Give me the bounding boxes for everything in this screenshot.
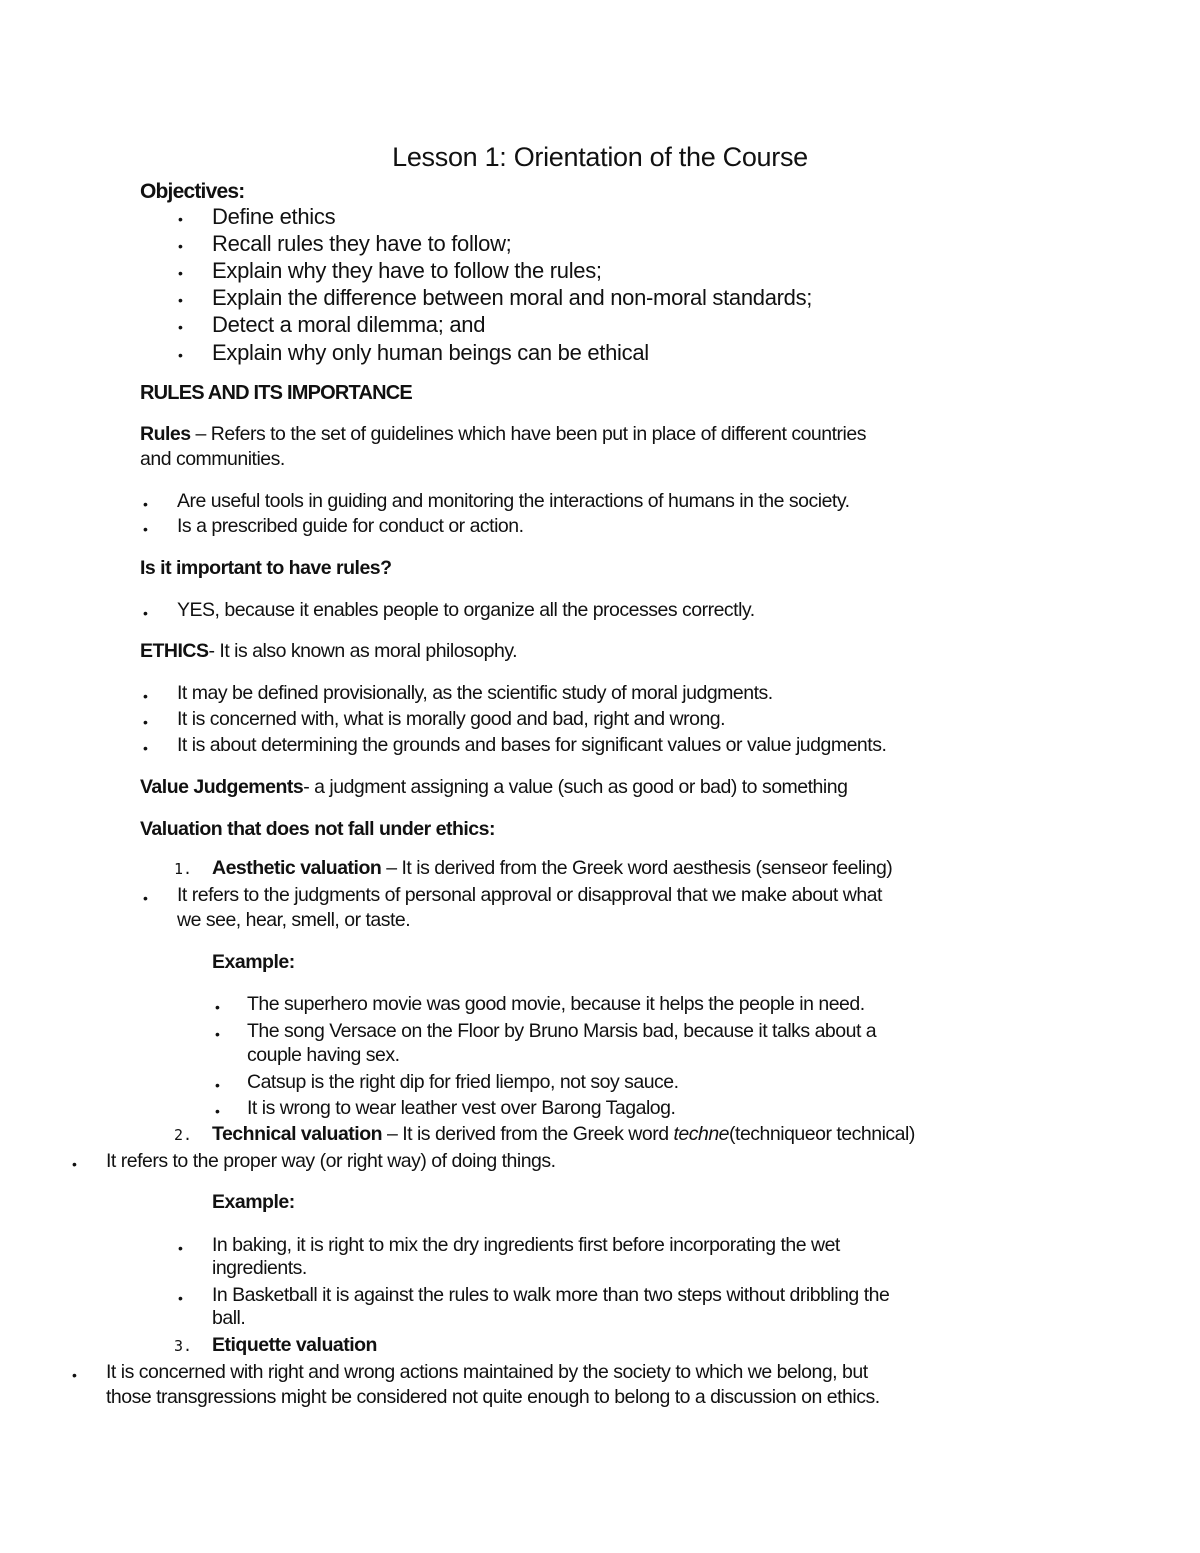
- etiquette-bullet: It is concerned with right and wrong actions maintained by the society to which we belong, but: [106, 1361, 868, 1383]
- objective-item: Explain why only human beings can be ethical: [212, 340, 649, 365]
- value-judgements-term: Value Judgements: [140, 776, 304, 798]
- ethics-bullet: It may be defined provisionally, as the scientific study of moral judgments.: [177, 682, 773, 704]
- etiquette-bullet-cont: those transgressions might be considered not quite enough to belong to a discussion on ethics.: [106, 1386, 880, 1408]
- bullet-icon: •: [215, 1103, 220, 1119]
- technical-example: In Basketball it is against the rules to walk more than two steps without dribbling the: [212, 1284, 890, 1306]
- ethics-bullet: It is concerned with, what is morally good and bad, right and wrong.: [177, 708, 726, 730]
- objectives-heading: Objectives:: [140, 180, 245, 203]
- list-number: 2.: [174, 1126, 193, 1144]
- bullet-icon: •: [178, 292, 183, 308]
- bullet-icon: •: [178, 1240, 183, 1256]
- technical-valuation: Technical valuation – It is derived from the Greek word techne(techniqueor technical): [212, 1123, 915, 1145]
- bullet-icon: •: [215, 999, 220, 1015]
- aesthetic-example: It is wrong to wear leather vest over Barong Tagalog.: [247, 1097, 676, 1119]
- aesthetic-example-cont: couple having sex.: [247, 1044, 400, 1066]
- aesthetic-bullet: It refers to the judgments of personal approval or disapproval that we make about what: [177, 884, 882, 906]
- bullet-icon: •: [178, 265, 183, 281]
- bullet-icon: •: [143, 714, 148, 730]
- objective-item: Explain why they have to follow the rules;: [212, 258, 602, 283]
- rules-bullet: Are useful tools in guiding and monitoring the interactions of humans in the society.: [177, 490, 850, 512]
- aesthetic-valuation: Aesthetic valuation – It is derived from the Greek word aesthesis (senseor feeling): [212, 857, 893, 879]
- objective-item: Recall rules they have to follow;: [212, 231, 512, 256]
- technical-bullet: It refers to the proper way (or right way) of doing things.: [106, 1150, 556, 1172]
- objective-item: Detect a moral dilemma; and: [212, 312, 486, 337]
- bullet-icon: •: [178, 1290, 183, 1306]
- technical-example-cont: ball.: [212, 1307, 246, 1329]
- ethics-bullet: It is about determining the grounds and bases for significant values or value judgments.: [177, 734, 887, 756]
- bullet-icon: •: [143, 605, 148, 621]
- list-number: 1.: [174, 860, 193, 878]
- aesthetic-example: Catsup is the right dip for fried liempo, not soy sauce.: [247, 1071, 679, 1093]
- rules-definition: Rules – Refers to the set of guidelines which have been put in place of different countries: [140, 423, 866, 445]
- bullet-icon: •: [178, 211, 183, 227]
- bullet-icon: •: [143, 688, 148, 704]
- bullet-icon: •: [178, 238, 183, 254]
- rules-bullet: Is a prescribed guide for conduct or action.: [177, 515, 524, 537]
- aesthetic-example: The song Versace on the Floor by Bruno Marsis bad, because it talks about a: [247, 1020, 877, 1042]
- rules-definition-cont: and communities.: [140, 448, 285, 470]
- technical-example-label: Example:: [212, 1191, 295, 1213]
- valuation-heading: Valuation that does not fall under ethics:: [140, 818, 495, 840]
- bullet-icon: •: [143, 496, 148, 512]
- bullet-icon: •: [72, 1156, 77, 1172]
- objective-item: Explain the difference between moral and non-moral standards;: [212, 285, 813, 310]
- aesthetic-term: Aesthetic valuation: [212, 857, 382, 879]
- bullet-icon: •: [178, 319, 183, 335]
- rules-answer: YES, because it enables people to organize all the processes correctly.: [177, 599, 755, 621]
- value-judgements-definition: Value Judgements- a judgment assigning a value (such as good or bad) to something: [140, 776, 848, 798]
- page-title: Lesson 1: Orientation of the Course: [392, 142, 808, 172]
- rules-term: Rules: [140, 423, 191, 445]
- bullet-icon: •: [143, 521, 148, 537]
- ethics-definition: ETHICS- It is also known as moral philosophy.: [140, 640, 518, 662]
- aesthetic-bullet-cont: we see, hear, smell, or taste.: [177, 909, 411, 931]
- bullet-icon: •: [143, 890, 148, 906]
- aesthetic-example-label: Example:: [212, 951, 295, 973]
- ethics-term: ETHICS: [140, 640, 209, 662]
- bullet-icon: •: [143, 740, 148, 756]
- aesthetic-example: The superhero movie was good movie, because it helps the people in need.: [247, 993, 865, 1015]
- bullet-icon: •: [72, 1367, 77, 1383]
- technical-term: Technical valuation: [212, 1123, 383, 1145]
- objective-item: Define ethics: [212, 204, 336, 229]
- etiquette-term: Etiquette valuation: [212, 1334, 377, 1356]
- bullet-icon: •: [178, 347, 183, 363]
- bullet-icon: •: [215, 1026, 220, 1042]
- bullet-icon: •: [215, 1077, 220, 1093]
- rules-heading: RULES AND ITS IMPORTANCE: [140, 382, 412, 404]
- rules-question: Is it important to have rules?: [140, 557, 392, 579]
- technical-example: In baking, it is right to mix the dry ingredients first before incorporating the wet: [212, 1234, 840, 1256]
- technical-example-cont: ingredients.: [212, 1257, 307, 1279]
- list-number: 3.: [174, 1337, 193, 1355]
